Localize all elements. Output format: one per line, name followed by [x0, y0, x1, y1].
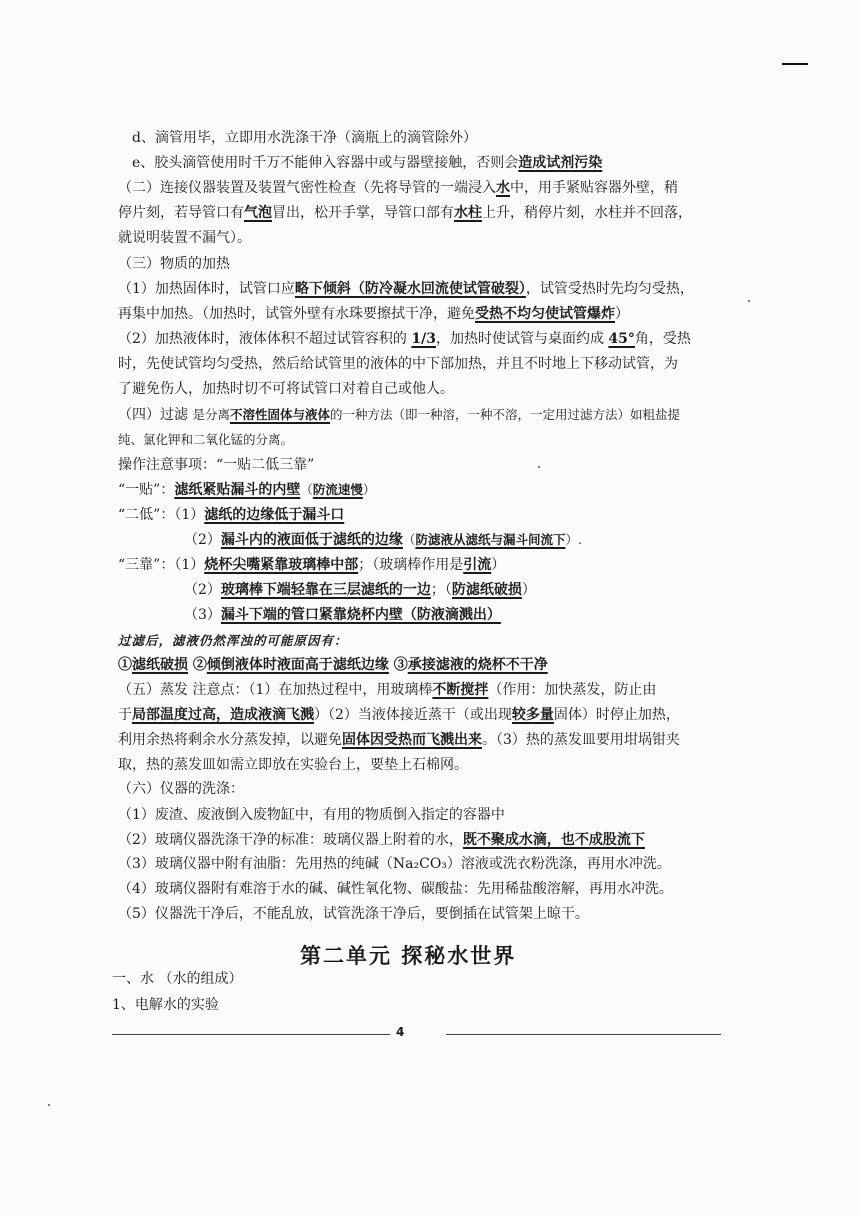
underlined-key-phrase: 不溶性固体与液体	[229, 407, 330, 422]
underlined-key-phrase: 既不聚成水滴，也不成股流下	[462, 832, 645, 848]
underlined-key-phrase: 承接滤液的烧杯不干净	[407, 657, 548, 673]
text-line	[118, 379, 454, 399]
underlined-key-phrase: 造成试剂污染	[518, 155, 603, 171]
text-run: 过滤后，滤液仍然浑浊的可能原因有：	[118, 633, 348, 648]
text-line	[118, 730, 680, 750]
text-run: （2）玻璃仪器洗涤干净的标准：玻璃仪器上附着的水，	[118, 832, 463, 848]
text-run: 中，用手紧贴容器外壁，稍	[510, 180, 678, 196]
text-run: ①	[118, 657, 132, 673]
text-run: 固体）时停止加热，	[553, 707, 680, 723]
underlined-key-phrase: 烧杯尖嘴紧靠玻璃棒中部	[204, 557, 359, 573]
footer-rule-right	[446, 1034, 721, 1035]
text-run: 了避免伤人，加热时切不可将试管口对着自己或他人。	[118, 381, 454, 397]
text-run: ）	[362, 482, 376, 497]
text-line	[118, 555, 505, 575]
text-run: （2）加热液体时，液体体积不超过试管容积的	[118, 331, 412, 347]
text-run: 再集中加热。（加热时，试管外壁有水珠要擦拭干净，避免	[118, 306, 475, 322]
page-number: 4	[396, 1025, 405, 1039]
text-run: ）.	[565, 532, 582, 547]
text-run: （2）	[184, 582, 221, 598]
text-line	[118, 830, 645, 850]
text-run: （3）	[184, 607, 221, 623]
text-run: 。（3）热的蒸发皿要用坩埚钳夹	[482, 732, 680, 748]
text-run: ；（	[430, 582, 452, 598]
text-run: 角，受热	[634, 331, 691, 347]
underlined-key-phrase: 不断搅拌	[432, 682, 489, 698]
scan-speck	[748, 300, 750, 302]
underlined-key-phrase: 倾倒液体时液面高于滤纸边缘	[206, 657, 389, 673]
corner-mark	[782, 63, 808, 65]
text-run: 于	[118, 707, 132, 723]
underlined-key-phrase: 防滤液从滤纸与漏斗间流下	[415, 532, 566, 547]
text-line	[118, 178, 678, 198]
text-run: （作用：加快蒸发，防止由	[488, 682, 657, 698]
underlined-key-phrase: 45°	[608, 331, 635, 347]
text-run: 利用余热将剩余水分蒸发掉，以避免	[118, 732, 342, 748]
text-run: 操作注意事项：“一贴二低三靠”	[118, 457, 315, 473]
text-run: “三靠”：（1）	[118, 557, 205, 573]
text-line	[118, 505, 344, 525]
text-line	[118, 755, 468, 775]
text-run: ）（2）当液体接近蒸干（或出现	[314, 707, 512, 723]
text-run: （3）玻璃仪器中附有油脂：先用热的纯碱（Na₂CO₃）溶液或洗衣粉洗涤，再用水冲洗。	[118, 856, 671, 872]
footer-rule-left	[112, 1034, 390, 1035]
text-run: 取，热的蒸发皿如需立即放在实验台上，要垫上石棉网。	[118, 757, 468, 773]
text-run: ；（玻璃棒作用是	[358, 557, 464, 573]
underlined-key-phrase: 漏斗下端的管口紧靠烧杯内壁（防液滴溅出）	[220, 607, 501, 623]
unit-title: 第二单元 探秘水世界	[300, 944, 517, 968]
text-run: 时，先使试管均匀受热，然后给试管里的液体的中下部加热，并且不时地上下移动试管，为	[118, 356, 678, 372]
text-line	[118, 805, 505, 825]
underlined-key-phrase: 气泡	[244, 205, 272, 221]
text-run: 纯、氯化钾和二氧化锰的分离。	[118, 432, 294, 447]
text-run: ）	[521, 582, 536, 598]
underlined-key-phrase: 略下倾斜（防冷凝水回流使试管破裂）	[294, 281, 526, 297]
text-run: （1）加热固体时，试管口应	[118, 281, 295, 297]
section-heading-water: 一、水 （水的组成）	[112, 971, 243, 987]
underlined-key-phrase: 漏斗内的液面低于滤纸的边缘	[220, 532, 403, 548]
text-line	[132, 128, 477, 148]
underlined-key-phrase: 水	[496, 180, 510, 196]
underlined-key-phrase: 1/3	[411, 331, 436, 347]
text-run: 冒出，松开手掌，导管口部有	[272, 205, 454, 221]
text-line	[118, 254, 230, 274]
text-line	[118, 680, 656, 700]
underlined-key-phrase: 滤纸破损	[132, 657, 188, 673]
underlined-key-phrase: 玻璃棒下端轻靠在三层滤纸的一边	[220, 582, 431, 598]
text-run: e、胶头滴管使用时千万不能伸入容器中或与器壁接触，否则会	[132, 155, 519, 171]
text-line	[118, 854, 671, 874]
text-line	[118, 631, 348, 651]
underlined-key-phrase: 受热不均匀使试管爆炸	[475, 306, 615, 322]
scan-speck	[48, 1104, 50, 1106]
underlined-key-phrase: 引流	[463, 557, 492, 573]
text-run: （五）蒸发 注意点：（1）在加热过程中，用玻璃棒	[118, 682, 433, 698]
text-run: （4）玻璃仪器附有难溶于水的碱、碱性氧化物、碳酸盐：先用稀盐酸溶解，再用水冲洗。	[118, 881, 673, 897]
text-line	[118, 329, 691, 349]
text-line	[118, 455, 314, 475]
text-run: d、滴管用毕，立即用水洗涤干净（滴瓶上的滴管除外）	[132, 130, 477, 146]
text-run: 上升，稍停片刻，水柱并不回落，	[482, 205, 692, 221]
text-line	[118, 430, 293, 450]
text-line	[184, 530, 582, 550]
text-run: （5）仪器洗干净后，不能乱放，试管洗涤干净后，要倒插在试管架上晾干。	[118, 906, 589, 922]
text-run: 就说明装置不漏气）。	[118, 230, 251, 246]
text-run: ，试管受热时先均匀受热，	[525, 281, 694, 297]
text-line	[118, 405, 680, 425]
text-line	[118, 304, 629, 324]
underlined-key-phrase: 水柱	[454, 205, 482, 221]
text-run: （	[300, 482, 313, 497]
text-run: ②	[188, 657, 207, 673]
section-heading-electrolysis: 1、电解水的实验	[112, 997, 219, 1013]
text-run: （三）物质的加热	[118, 256, 230, 272]
text-line	[184, 605, 501, 625]
text-line	[118, 655, 548, 675]
text-line	[118, 904, 589, 924]
text-run: （	[402, 532, 416, 547]
text-line	[118, 203, 692, 223]
underlined-key-phrase: 防流速慢	[312, 482, 363, 497]
text-line	[118, 354, 678, 374]
text-run: 停片刻，若导管口有	[118, 205, 244, 221]
text-run: （四）过滤	[118, 407, 193, 423]
text-line	[118, 779, 244, 799]
underlined-key-phrase: 滤纸紧贴漏斗的内壁	[174, 482, 301, 498]
text-line	[184, 580, 536, 600]
text-line	[118, 705, 680, 725]
underlined-key-phrase: 滤纸的边缘低于漏斗口	[204, 507, 345, 523]
text-line	[132, 153, 602, 173]
text-run: ，加热时使试管与桌面约成	[435, 331, 609, 347]
text-run: （2）	[184, 532, 221, 548]
underlined-key-phrase: 较多量	[511, 707, 554, 723]
text-line	[118, 879, 673, 899]
scan-speck	[538, 466, 540, 468]
text-run: 的一种方法（即一种溶，一种不溶，一定用过滤方法）如粗盐提	[329, 407, 680, 422]
text-run: ）	[615, 306, 629, 322]
underlined-key-phrase: 防滤纸破损	[451, 582, 522, 598]
text-run: （二）连接仪器装置及装置气密性检查（先将导管的一端浸入	[118, 180, 496, 196]
text-run: ③	[388, 657, 408, 673]
underlined-key-phrase: 局部温度过高，造成液滴飞溅	[132, 707, 314, 723]
text-run: 是分离	[192, 407, 230, 422]
text-run: “二低”：（1）	[118, 507, 205, 523]
text-run: ）	[491, 557, 506, 573]
text-run: （1）废渣、废液倒入废物缸中，有用的物质倒入指定的容器中	[118, 807, 505, 823]
underlined-key-phrase: 固体因受热而飞溅出来	[342, 732, 482, 748]
text-line	[118, 480, 375, 500]
text-line	[118, 279, 694, 299]
text-run: （六）仪器的洗涤：	[118, 781, 244, 797]
text-run: “一贴”：	[118, 482, 175, 498]
text-line	[118, 228, 251, 248]
